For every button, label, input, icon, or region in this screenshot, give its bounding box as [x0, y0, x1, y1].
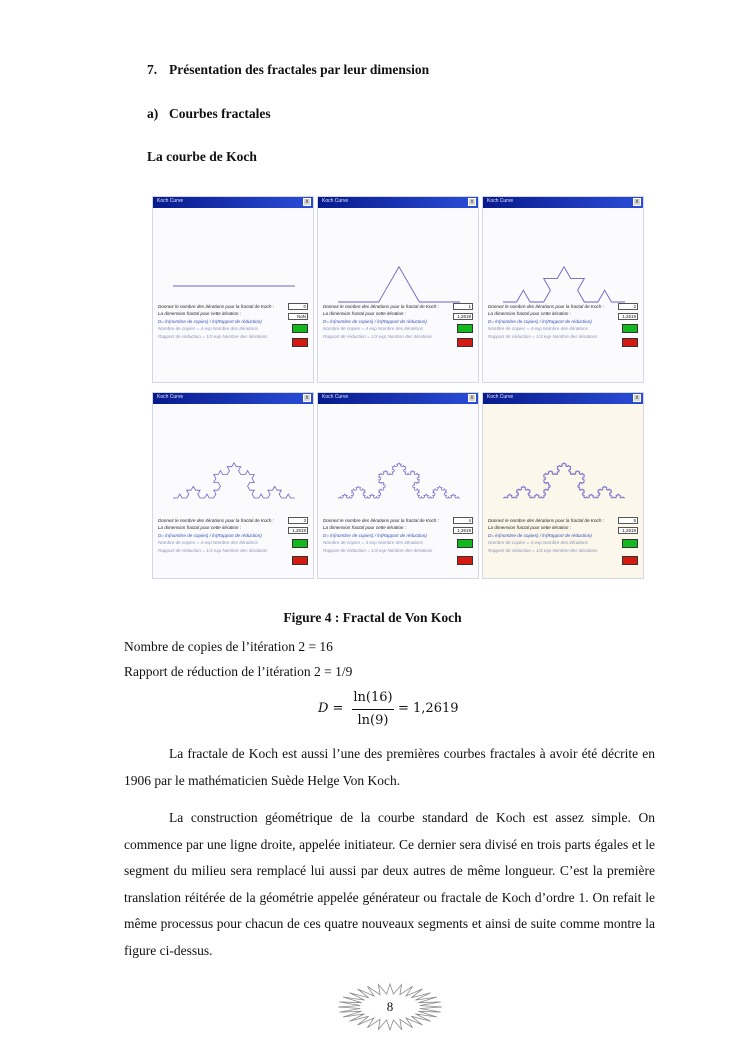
window-title: Koch Curve: [157, 198, 184, 204]
iterations-input[interactable]: 4: [453, 517, 473, 524]
koch-window-2: [482, 196, 644, 383]
window-title: Koch Curve: [322, 198, 349, 204]
prompt-text: Donnez le nombre des itérations pour la fractal de Koch :: [488, 518, 604, 523]
koch-curve-path: [338, 463, 460, 498]
draw-button[interactable]: [622, 324, 638, 333]
copies-text: Nombre de copies = 4 exp Nombre des itérations: [323, 326, 423, 332]
section-title: Présentation des fractales par leur dimension: [169, 62, 430, 77]
quit-button[interactable]: [457, 338, 473, 347]
info-block: [158, 517, 274, 554]
paragraph-text: La fractale de Koch est aussi l’une des premières courbes fractales à avoir été décrite en 1906 par le mathématicien Suède Helge Von Koch.: [124, 746, 655, 788]
ratio-text: Rapport de réduction = 1/3 exp Nombre des itérations: [323, 547, 433, 553]
info-block: [488, 517, 604, 554]
iterations-input[interactable]: 1: [453, 303, 473, 310]
dimension-output: NaN: [288, 313, 308, 320]
draw-button[interactable]: [457, 539, 473, 548]
koch-window-5: [482, 392, 644, 579]
koch-window-3: [152, 392, 314, 579]
koch-window-1: [317, 196, 479, 383]
topic-heading: La courbe de Koch: [147, 149, 257, 164]
draw-button[interactable]: [292, 539, 308, 548]
figure-caption: Figure 4 : Fractal de Von Koch: [283, 610, 462, 625]
koch-figure: [152, 196, 646, 584]
window-titlebar: [483, 393, 643, 404]
formula-text: D= ln(nombre de copies) / ln(Rapport de réduction): [488, 532, 592, 538]
dimension-output: 1,2619: [288, 527, 308, 534]
dimension-label: La dimension fractal pour cette itération :: [323, 311, 406, 317]
quit-button[interactable]: [292, 556, 308, 565]
copies-text: Nombre de copies = 4 exp Nombre des itérations: [158, 540, 258, 546]
ratio-text: Rapport de réduction = 1/3 exp Nombre des itérations: [488, 547, 598, 553]
draw-button[interactable]: [622, 539, 638, 548]
subsection-letter: a): [147, 106, 159, 121]
koch-window-4: [317, 392, 479, 579]
page-number-badge: [337, 983, 443, 1031]
copies-text: Nombre de copies = 4 exp Nombre des itérations: [158, 326, 258, 332]
window-title: Koch Curve: [487, 198, 514, 204]
close-icon[interactable]: x: [303, 198, 311, 206]
formula-text: D= ln(nombre de copies) / ln(Rapport de réduction): [323, 318, 427, 324]
formula-numerator: ln(16): [353, 690, 393, 705]
copies-text: Nombre de copies = 4 exp Nombre des itérations: [488, 540, 588, 546]
fraction-bar: [352, 709, 394, 710]
koch-curve-2: [483, 208, 644, 313]
ratio-text: Rapport de réduction = 1/3 exp Nombre des itérations: [158, 333, 268, 339]
info-block: [323, 303, 439, 340]
ratio-line: Rapport de réduction de l’itération 2 = 1/9: [124, 664, 353, 679]
koch-curve-path: [503, 463, 625, 498]
formula-lhs: D =: [318, 701, 344, 716]
window-title: Koch Curve: [322, 394, 349, 400]
close-icon[interactable]: x: [633, 198, 641, 206]
window-titlebar: [153, 393, 313, 404]
quit-button[interactable]: [622, 556, 638, 565]
prompt-text: Donnez le nombre des itérations pour la fractal de Koch :: [323, 304, 439, 309]
quit-button[interactable]: [292, 338, 308, 347]
ratio-text: Rapport de réduction = 1/3 exp Nombre des itérations: [158, 547, 268, 553]
formula-fraction: [352, 688, 394, 731]
koch-curve-5: [483, 404, 644, 509]
window-titlebar: [483, 197, 643, 208]
prompt-text: Donnez le nombre des itérations pour la fractal de Koch :: [488, 304, 604, 309]
dimension-output: 1,2619: [453, 313, 473, 320]
dimension-output: 1,2619: [453, 527, 473, 534]
iterations-input[interactable]: 5: [618, 517, 638, 524]
prompt-text: Donnez le nombre des itérations pour la fractal de Koch :: [158, 518, 274, 523]
copies-line: Nombre de copies de l’itération 2 = 16: [124, 639, 333, 654]
window-titlebar: [318, 197, 478, 208]
koch-curve-1: [318, 208, 479, 313]
copies-text: Nombre de copies = 4 exp Nombre des itérations: [323, 540, 423, 546]
dimension-label: La dimension fractal pour cette itération :: [488, 525, 571, 531]
formula-text: D= ln(nombre de copies) / ln(Rapport de réduction): [158, 532, 262, 538]
koch-window-0: [152, 196, 314, 383]
subsection-title: Courbes fractales: [169, 106, 271, 121]
section-heading: [147, 62, 429, 78]
close-icon[interactable]: x: [633, 394, 641, 402]
window-titlebar: [153, 197, 313, 208]
iterations-input[interactable]: 2: [618, 303, 638, 310]
close-icon[interactable]: x: [468, 394, 476, 402]
formula-denominator: ln(9): [357, 713, 389, 728]
koch-curve-4: [318, 404, 479, 509]
dimension-label: La dimension fractal pour cette itération :: [158, 525, 241, 531]
window-title: Koch Curve: [487, 394, 514, 400]
iterations-input[interactable]: 0: [288, 303, 308, 310]
paragraph-construction: [124, 805, 655, 964]
koch-curve-0: [153, 208, 314, 313]
info-block: [158, 303, 274, 340]
close-icon[interactable]: x: [303, 394, 311, 402]
info-block: [323, 517, 439, 554]
paragraph-history: [124, 741, 655, 794]
draw-button[interactable]: [292, 324, 308, 333]
info-block: [488, 303, 604, 340]
prompt-text: Donnez le nombre des itérations pour la fractal de Koch :: [323, 518, 439, 523]
window-titlebar: [318, 393, 478, 404]
prompt-text: Donnez le nombre des itérations pour la fractal de Koch :: [158, 304, 274, 309]
formula-result: = 1,2619: [398, 701, 459, 716]
koch-curve-path: [338, 267, 460, 302]
ratio-text: Rapport de réduction = 1/3 exp Nombre des itérations: [323, 333, 433, 339]
copies-text: Nombre de copies = 4 exp Nombre des itérations: [488, 326, 588, 332]
paragraph-text: La construction géométrique de la courbe standard de Koch est assez simple. On commence par une ligne droite, appelée initiateur. Ce dernier sera divisé en trois parts égales et le segment du milieu sera remplacé lui aussi par deux autres de même longueur. C’est la première translation réitérée de la géométrie appelée générateur ou fractale de Koch d’ordre 1. On refait le même processus pour chacun de ces quatre nouveaux segments et ainsi de suite comme montre la figure ci-dessus.: [124, 810, 655, 958]
draw-button[interactable]: [457, 324, 473, 333]
koch-curve-path: [173, 463, 295, 498]
section-number: 7.: [147, 62, 158, 77]
close-icon[interactable]: x: [468, 198, 476, 206]
window-title: Koch Curve: [157, 394, 184, 400]
dimension-label: La dimension fractal pour cette itération :: [323, 525, 406, 531]
formula-text: D= ln(nombre de copies) / ln(Rapport de réduction): [323, 532, 427, 538]
koch-curve-3: [153, 404, 314, 509]
dimension-output: 1,2619: [618, 527, 638, 534]
dimension-label: La dimension fractal pour cette itération :: [488, 311, 571, 317]
ratio-text: Rapport de réduction = 1/3 exp Nombre des itérations: [488, 333, 598, 339]
subsection-heading: [147, 106, 271, 122]
dimension-output: 1,2619: [618, 313, 638, 320]
dimension-label: La dimension fractal pour cette itération :: [158, 311, 241, 317]
formula-text: D= ln(nombre de copies) / ln(Rapport de réduction): [488, 318, 592, 324]
formula-text: D= ln(nombre de copies) / ln(Rapport de réduction): [158, 318, 262, 324]
quit-button[interactable]: [457, 556, 473, 565]
iterations-input[interactable]: 3: [288, 517, 308, 524]
koch-curve-path: [503, 267, 625, 302]
quit-button[interactable]: [622, 338, 638, 347]
page-number: 8: [386, 999, 394, 1014]
